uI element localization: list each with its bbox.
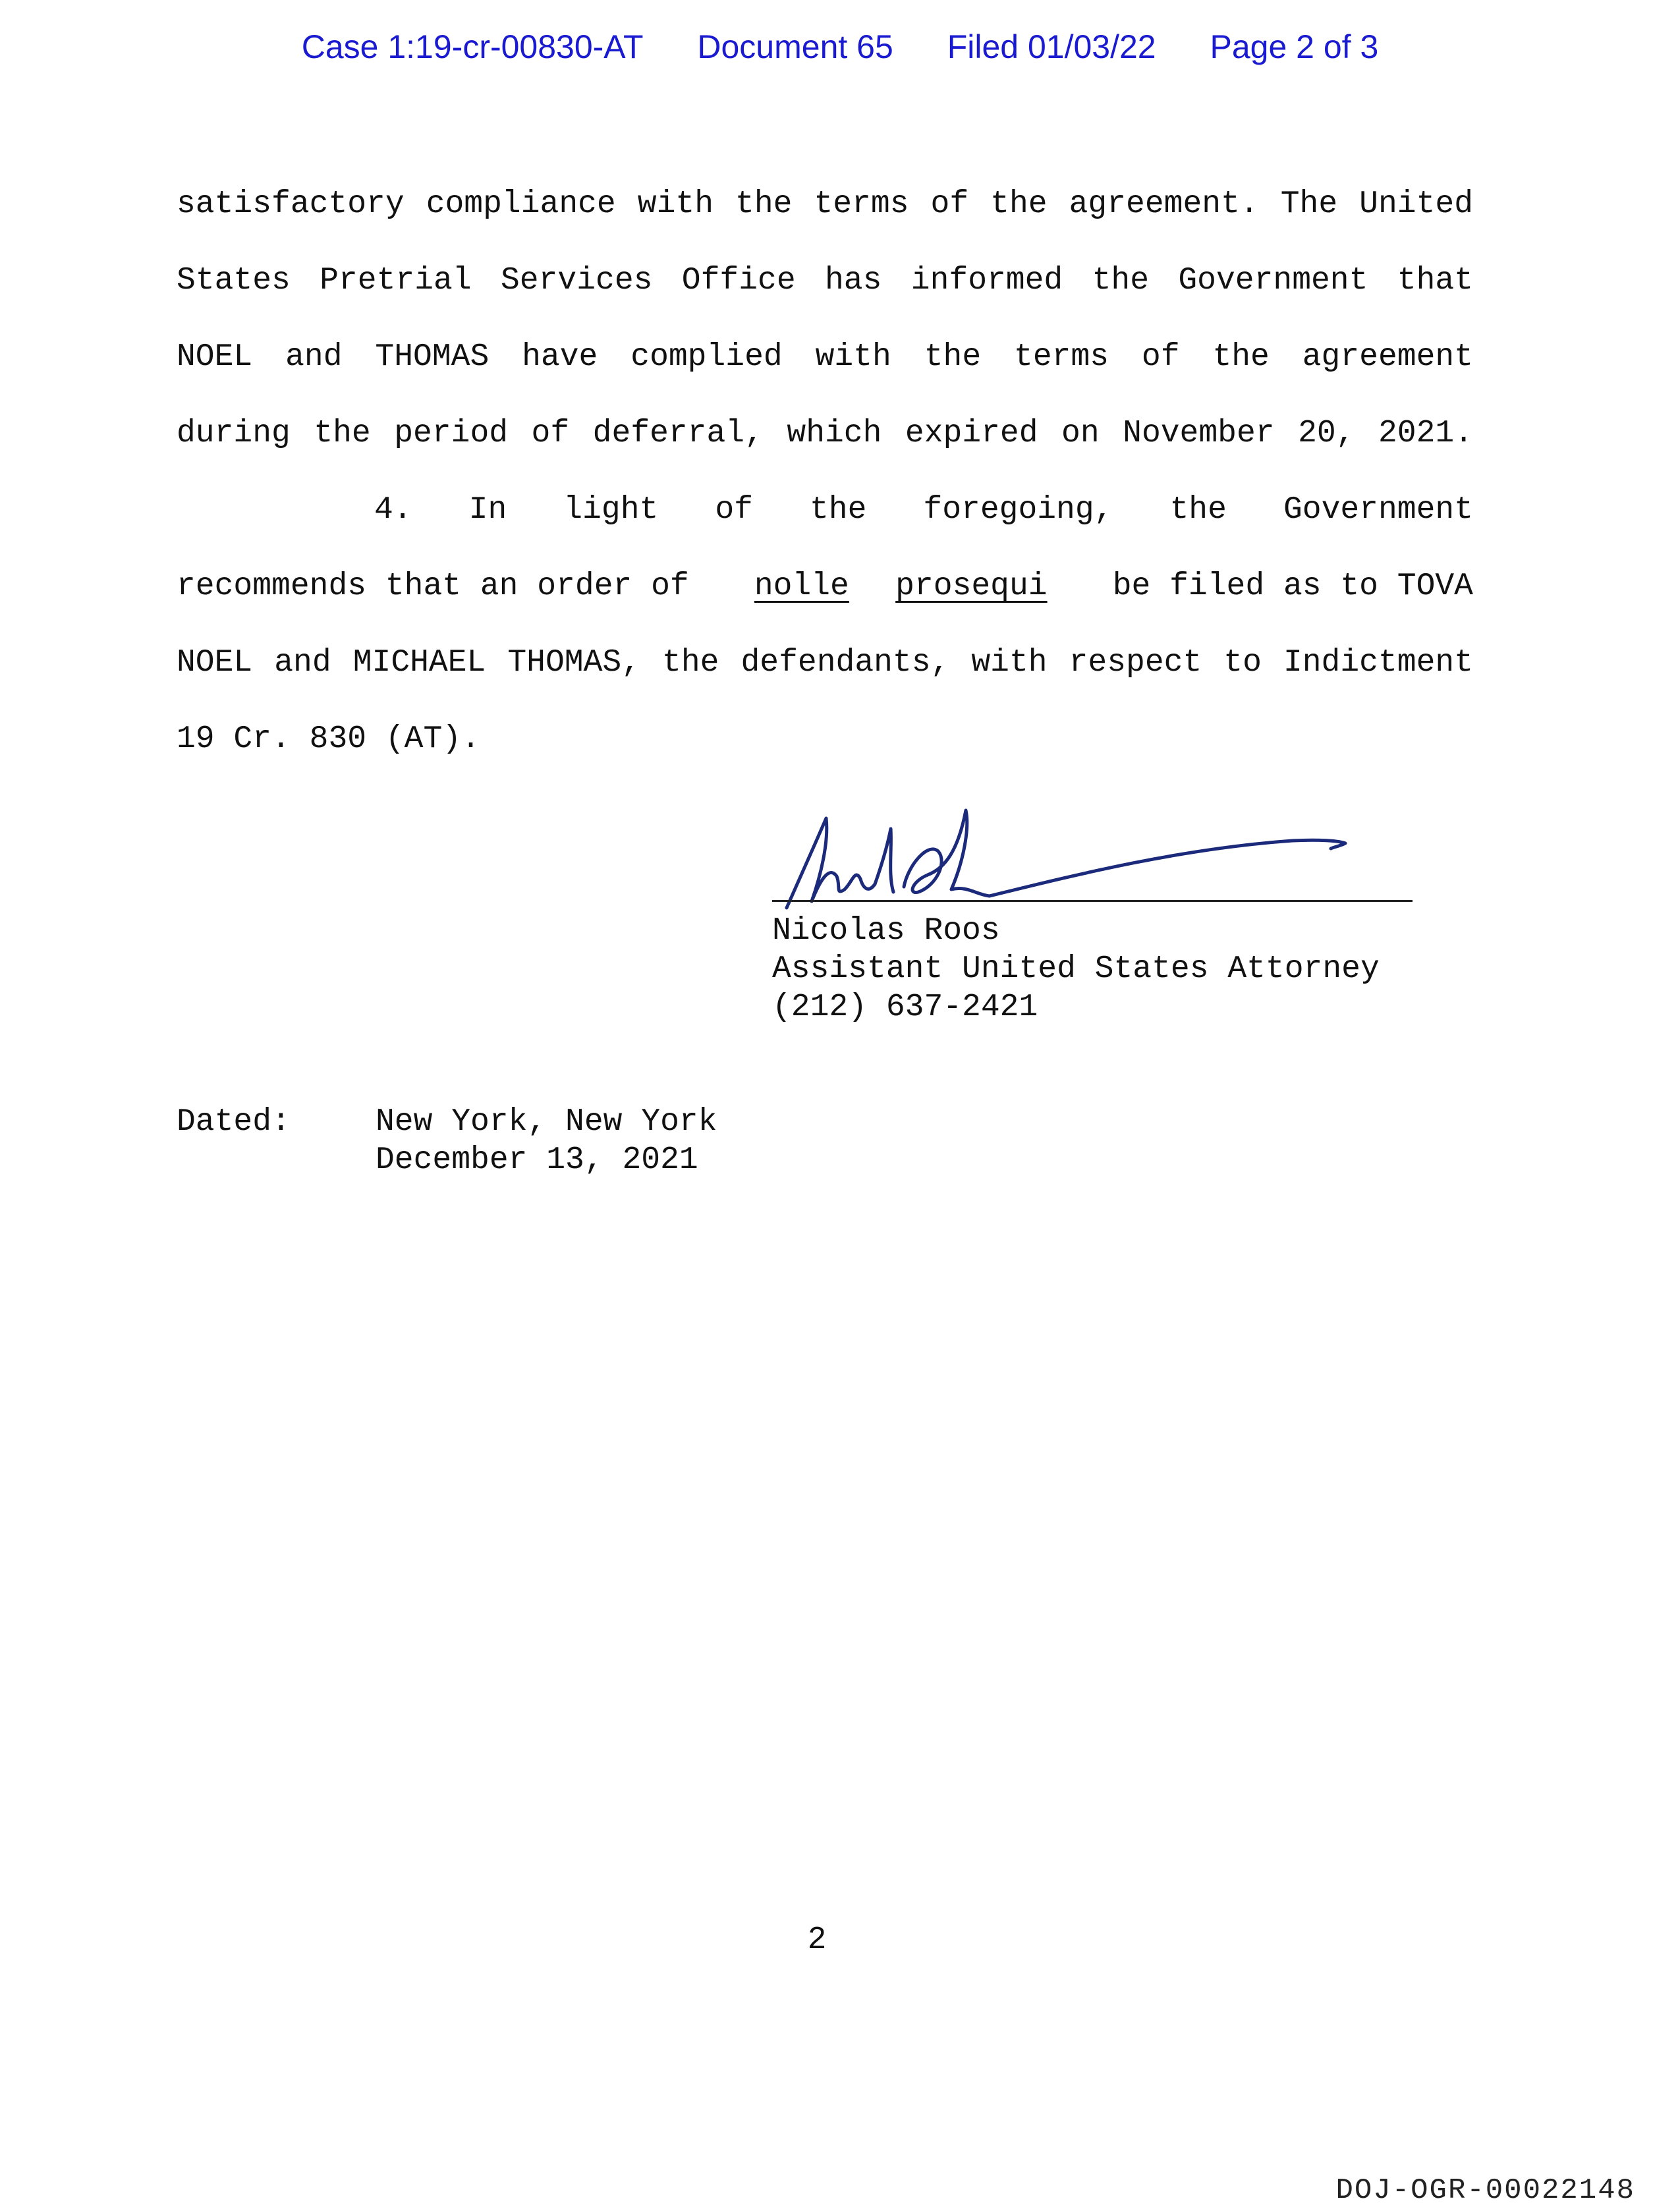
paragraph-4-line	[177, 567, 1473, 606]
dated-place: New York, New York	[376, 1104, 717, 1140]
body-line: NOEL and THOMAS have complied with the terms of the agreement	[177, 339, 1473, 375]
dated-date: December 13, 2021	[376, 1142, 698, 1178]
bates-number: DOJ-OGR-00022148	[1335, 2174, 1635, 2207]
body-line: satisfactory compliance with the terms of the agreement. The United	[177, 186, 1473, 222]
ecf-header	[0, 28, 1680, 66]
paragraph-4-line: NOEL and MICHAEL THOMAS, the defendants, with respect to Indictment	[177, 645, 1473, 681]
body-line: during the period of deferral, which expired on November 20, 2021.	[177, 416, 1473, 451]
paragraph-4-text: recommends that an order of	[177, 569, 708, 604]
document-number: Document 65	[697, 28, 893, 65]
body-line: States Pretrial Services Office has informed the Government that	[177, 263, 1473, 298]
paragraph-4-text: be filed as to TOVA	[1093, 569, 1473, 604]
case-number: Case 1:19-cr-00830-AT	[301, 28, 644, 65]
dated-label: Dated:	[177, 1104, 291, 1140]
paragraph-4-line: 4. In light of the foregoing, the Government	[374, 492, 1473, 528]
signer-name: Nicolas Roos	[772, 913, 1000, 949]
page-number: 2	[807, 1922, 827, 1958]
signature-line	[772, 900, 1413, 902]
signature-block	[772, 802, 1418, 914]
signer-title: Assistant United States Attorney	[772, 951, 1380, 987]
filed-date: Filed 01/03/22	[947, 28, 1156, 65]
paragraph-4-line: 19 Cr. 830 (AT).	[177, 721, 480, 757]
signer-phone: (212) 637-2421	[772, 990, 1038, 1025]
page-indicator: Page 2 of 3	[1210, 28, 1379, 65]
nolle-underlined: nolle	[754, 569, 849, 604]
prosequi-underlined: prosequi	[895, 569, 1048, 604]
handwritten-signature	[772, 802, 1418, 914]
